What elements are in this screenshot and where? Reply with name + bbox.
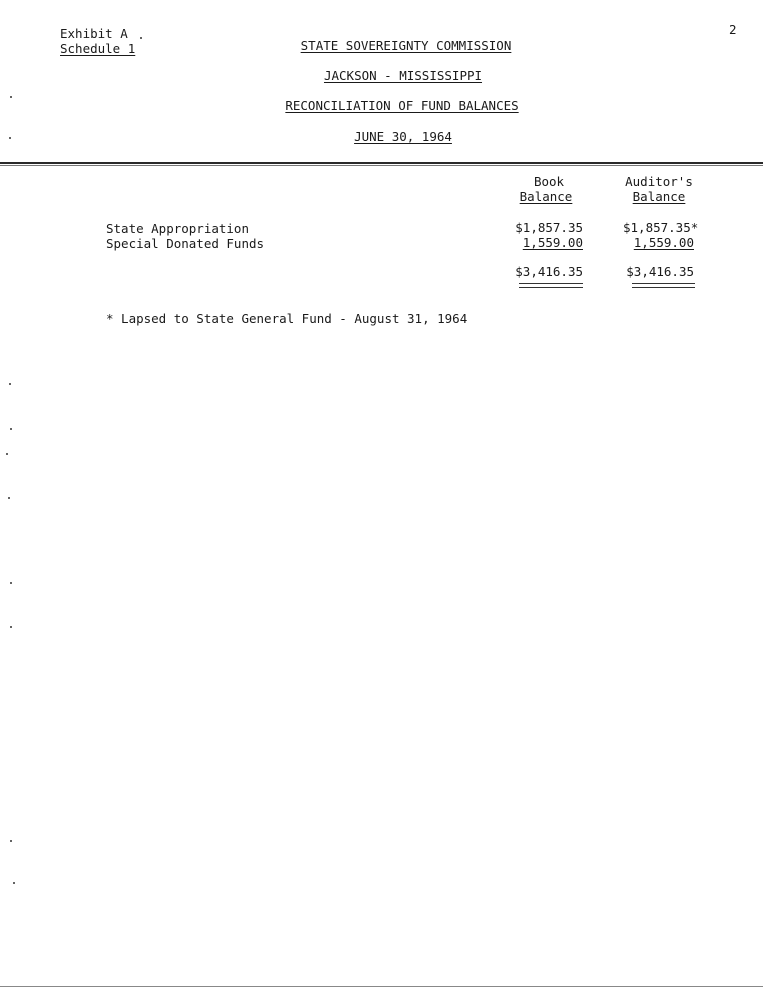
scan-speck [9, 137, 11, 139]
footnote: * Lapsed to State General Fund - August 31, 1964 [106, 311, 468, 326]
scan-speck [6, 453, 8, 455]
report-title: RECONCILIATION OF FUND BALANCES [285, 98, 519, 113]
report-location: JACKSON - MISSISSIPPI [323, 68, 483, 83]
total-auditor: $3,416.35 [626, 264, 694, 279]
scan-speck [13, 882, 15, 884]
row-auditor-state-appropriation: $1,857.35* [623, 220, 699, 235]
row-book-state-appropriation: $1,857.35 [515, 220, 583, 235]
scan-speck [10, 96, 12, 98]
page-number: 2 [729, 22, 737, 37]
column-header-book-line1: Book [533, 174, 565, 189]
scan-speck [8, 497, 10, 499]
total-book-double-underline [519, 283, 583, 288]
bottom-edge-line [0, 986, 763, 987]
scan-speck [10, 626, 12, 628]
scan-speck [140, 37, 142, 39]
row-label-state-appropriation: State Appropriation [106, 221, 249, 236]
row-label-special-donated-funds: Special Donated Funds [106, 236, 265, 251]
scan-speck [10, 840, 12, 842]
scan-speck [10, 428, 12, 430]
total-auditor-double-underline [632, 283, 695, 288]
header-divider [0, 162, 763, 166]
column-header-auditor-line2: Balance [632, 189, 686, 204]
row-auditor-special-donated-funds: 1,559.00 [633, 235, 694, 250]
column-header-auditor-line1: Auditor's [625, 174, 693, 189]
schedule-label: Schedule 1 [60, 41, 136, 56]
row-book-special-donated-funds: 1,559.00 [522, 235, 583, 250]
exhibit-label: Exhibit A [60, 26, 128, 41]
scan-speck [9, 383, 11, 385]
report-date: JUNE 30, 1964 [354, 129, 452, 144]
total-book: $3,416.35 [515, 264, 583, 279]
scan-speck [10, 582, 12, 584]
report-agency-title: STATE SOVEREIGNTY COMMISSION [300, 38, 512, 53]
column-header-book-line2: Balance [519, 189, 573, 204]
